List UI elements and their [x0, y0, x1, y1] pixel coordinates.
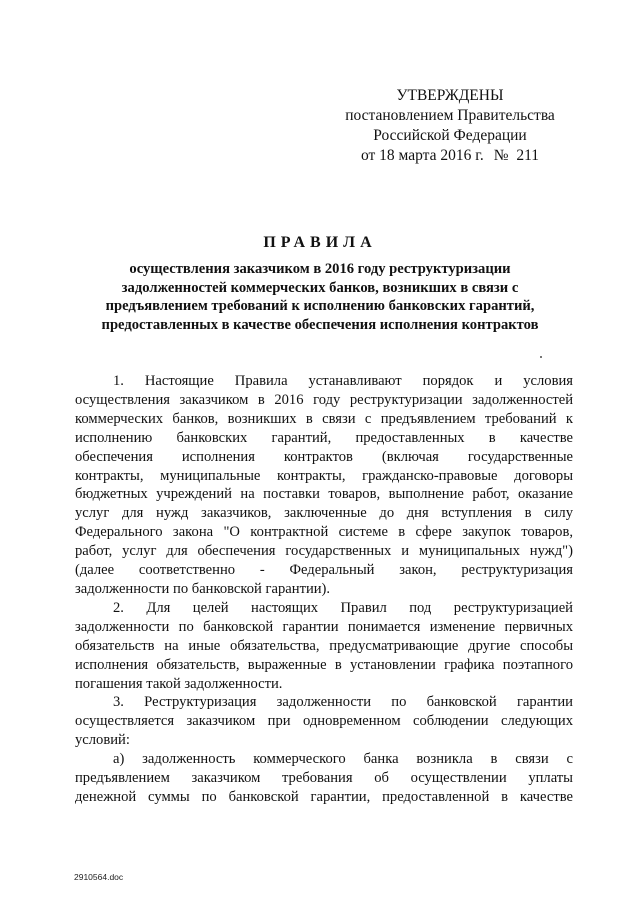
paragraph-line: погашения такой задолженности.: [75, 675, 283, 692]
paragraph-line: бюджетных учреждений на поставки товаров, выполнение работ, оказание: [75, 486, 573, 503]
document-body: [75, 372, 573, 807]
paragraph: [75, 693, 573, 750]
paragraph-line: осуществляется заказчиком при одновременном соблюдении следующих: [75, 713, 573, 730]
decree-number: 211: [516, 147, 539, 164]
paragraph-line: коммерческих банков, возникших в связи с предъявлением требований к: [75, 410, 573, 427]
paragraph-line: обязательств на иные обязательства, предусматривающие другие способы: [75, 637, 573, 654]
paragraph-line: а) задолженность коммерческого банка возникла в связи с: [113, 751, 573, 768]
paragraph-line: обеспечения исполнения контрактов (включая государственные: [75, 448, 573, 465]
paragraph-line: задолженности по банковской гарантии).: [75, 580, 331, 597]
paragraph: [75, 372, 573, 599]
paragraph-line: контракты, муниципальные контракты, гражданско-правовые договоры: [75, 467, 573, 484]
paragraph-line: 3. Реструктуризация задолженности по банковской гарантии: [113, 694, 573, 711]
paragraph-line: исполнению банковских гарантий, предоставленных в качестве: [75, 429, 573, 446]
paragraph-line: денежной суммы по банковской гарантии, предоставленной в качестве: [75, 788, 573, 805]
paragraph-line: исполнения обязательств, выраженные в установлении графика поэтапного: [75, 656, 573, 673]
decree-date-line: [330, 146, 570, 166]
paragraph: [75, 599, 573, 694]
paragraph-line: осуществления заказчиком в 2016 году реструктуризации задолженностей: [75, 391, 573, 408]
paragraph-line: 2. Для целей настоящих Правил под реструктуризацией: [113, 599, 573, 616]
paragraph-line: работ, услуг для обеспечения государственных и муниципальных нужд"): [75, 543, 573, 560]
file-reference: 2910564.doc: [74, 872, 124, 882]
document-title: ПРАВИЛА: [263, 234, 377, 251]
approved-heading: УТВЕРЖДЕНЫ: [396, 87, 504, 104]
approval-block: [330, 86, 570, 166]
subtitle-line: предъявлением требований к исполнению банковских гарантий,: [105, 298, 535, 314]
subtitle-line: осуществления заказчиком в 2016 году реструктуризации: [129, 261, 511, 277]
paragraph-line: 1. Настоящие Правила устанавливают порядок и условия: [113, 373, 573, 389]
subtitle-line: задолженностей коммерческих банков, возникших в связи с: [121, 279, 519, 296]
scan-speck: [540, 356, 542, 358]
paragraph: [75, 750, 573, 807]
paragraph-line: предъявлением заказчиком требования об осуществлении уплаты: [75, 770, 573, 787]
decree-line: постановлением Правительства: [345, 107, 555, 124]
subtitle-line: предоставленных в качестве обеспечения исполнения контрактов: [101, 316, 539, 333]
paragraph-line: Федерального закона "О контрактной системе в сфере закупок товаров,: [75, 524, 573, 541]
document-subtitle: [60, 260, 580, 334]
paragraph-line: (далее соответственно - Федеральный закон, реструктуризация: [75, 562, 573, 579]
federation-line: Российской Федерации: [373, 127, 527, 144]
number-label: №: [493, 147, 509, 164]
decree-date: от 18 марта 2016 г.: [360, 147, 484, 164]
paragraph-line: условий:: [75, 732, 130, 749]
paragraph-line: услуг для нужд заказчиков, заключенные до дня вступления в силу: [75, 505, 573, 522]
paragraph-line: задолженности по банковской гарантии понимается изменение первичных: [75, 618, 573, 635]
